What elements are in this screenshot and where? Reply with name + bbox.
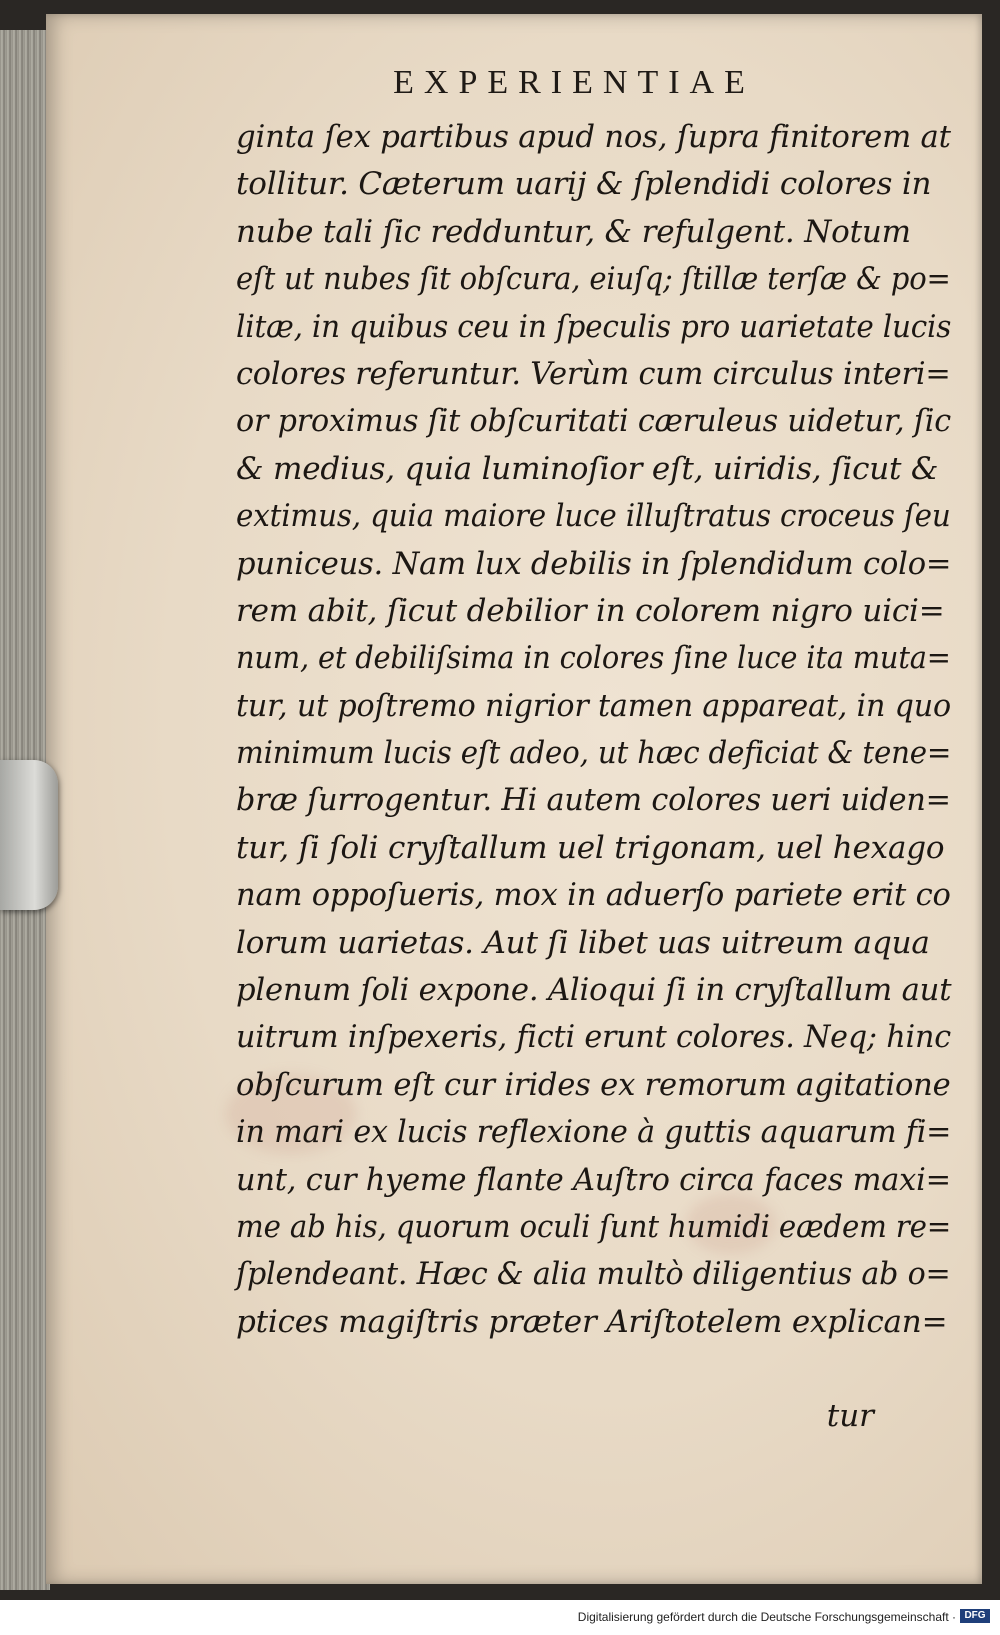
text-line: ginta ſex partibus apud nos, ſupra finitorem at <box>236 119 951 155</box>
catchword: tur <box>826 1398 874 1434</box>
text-line: extimus, quia maiore luce illuſtratus croceus ſeu <box>236 498 951 535</box>
dfg-logo-icon: DFG <box>960 1609 990 1623</box>
body-text <box>236 114 951 1346</box>
running-head: EXPERIENTIAE <box>393 64 755 101</box>
text-line: litæ, in quibus ceu in ſpeculis pro uarietate lucis <box>236 308 952 345</box>
text-line: & medius, quia luminoſior eſt, uiridis, ſicut & <box>236 450 939 487</box>
text-line: minimum lucis eſt adeo, ut hæc deficiat & tene= <box>236 735 952 772</box>
text-line: bræ ſurrogentur. Hi autem colores ueri uiden= <box>236 782 951 819</box>
text-line: plenum ſoli expone. Alioqui ſi in cryſtallum aut <box>236 972 952 1009</box>
text-line: me ab his, quorum oculi ſunt humidi eædem re= <box>236 1208 952 1245</box>
text-line: tollitur. Cæterum uarij & ſplendidi colores in <box>236 166 932 203</box>
text-line: colores referuntur. Verùm cum circulus interi= <box>236 355 951 392</box>
text-line: obſcurum eſt cur irides ex remorum agitatione <box>236 1066 951 1103</box>
text-line: ſplendeant. Hæc & alia multò diligentius ab o= <box>236 1256 951 1293</box>
book-clasp <box>0 760 58 910</box>
text-line: rem abit, ſicut debilior in colorem nigro uici= <box>236 592 945 629</box>
text-line: uitrum inſpexeris, ficti erunt colores. Neq; hinc <box>236 1019 951 1056</box>
text-line: tur, ut poſtremo nigrior tamen appareat, in quo <box>236 687 951 724</box>
text-line: ptices magiſtris præter Ariſtotelem explican= <box>236 1303 948 1340</box>
text-line: puniceus. Nam lux debilis in ſplendidum colo= <box>236 545 952 582</box>
text-line: nam oppoſueris, mox in aduerſo pariete erit co <box>236 877 951 914</box>
book-page <box>46 14 982 1584</box>
text-line: eſt ut nubes ſit obſcura, eiuſq; ſtillæ terſæ & po= <box>236 261 951 298</box>
text-line: lorum uarietas. Aut ſi libet uas uitreum aqua <box>236 924 930 961</box>
text-line: or proximus ſit obſcuritati cæruleus uidetur, ſic <box>236 403 951 440</box>
footer-bar <box>0 1600 1000 1635</box>
text-line: tur, ſi ſoli cryſtallum uel trigonam, uel hexago <box>236 829 945 866</box>
text-line: unt, cur hyeme flante Auſtro circa faces maxi= <box>236 1161 951 1198</box>
funding-credit: Digitalisierung gefördert durch die Deutsche Forschungsgemeinschaft · <box>577 1610 956 1624</box>
text-line: nube tali ſic redduntur, & refulgent. Notum <box>236 213 911 250</box>
text-line: in mari ex lucis reflexione à guttis aquarum fi= <box>236 1114 952 1151</box>
text-line: num, et debiliſsima in colores ſine luce ita muta= <box>236 640 951 677</box>
